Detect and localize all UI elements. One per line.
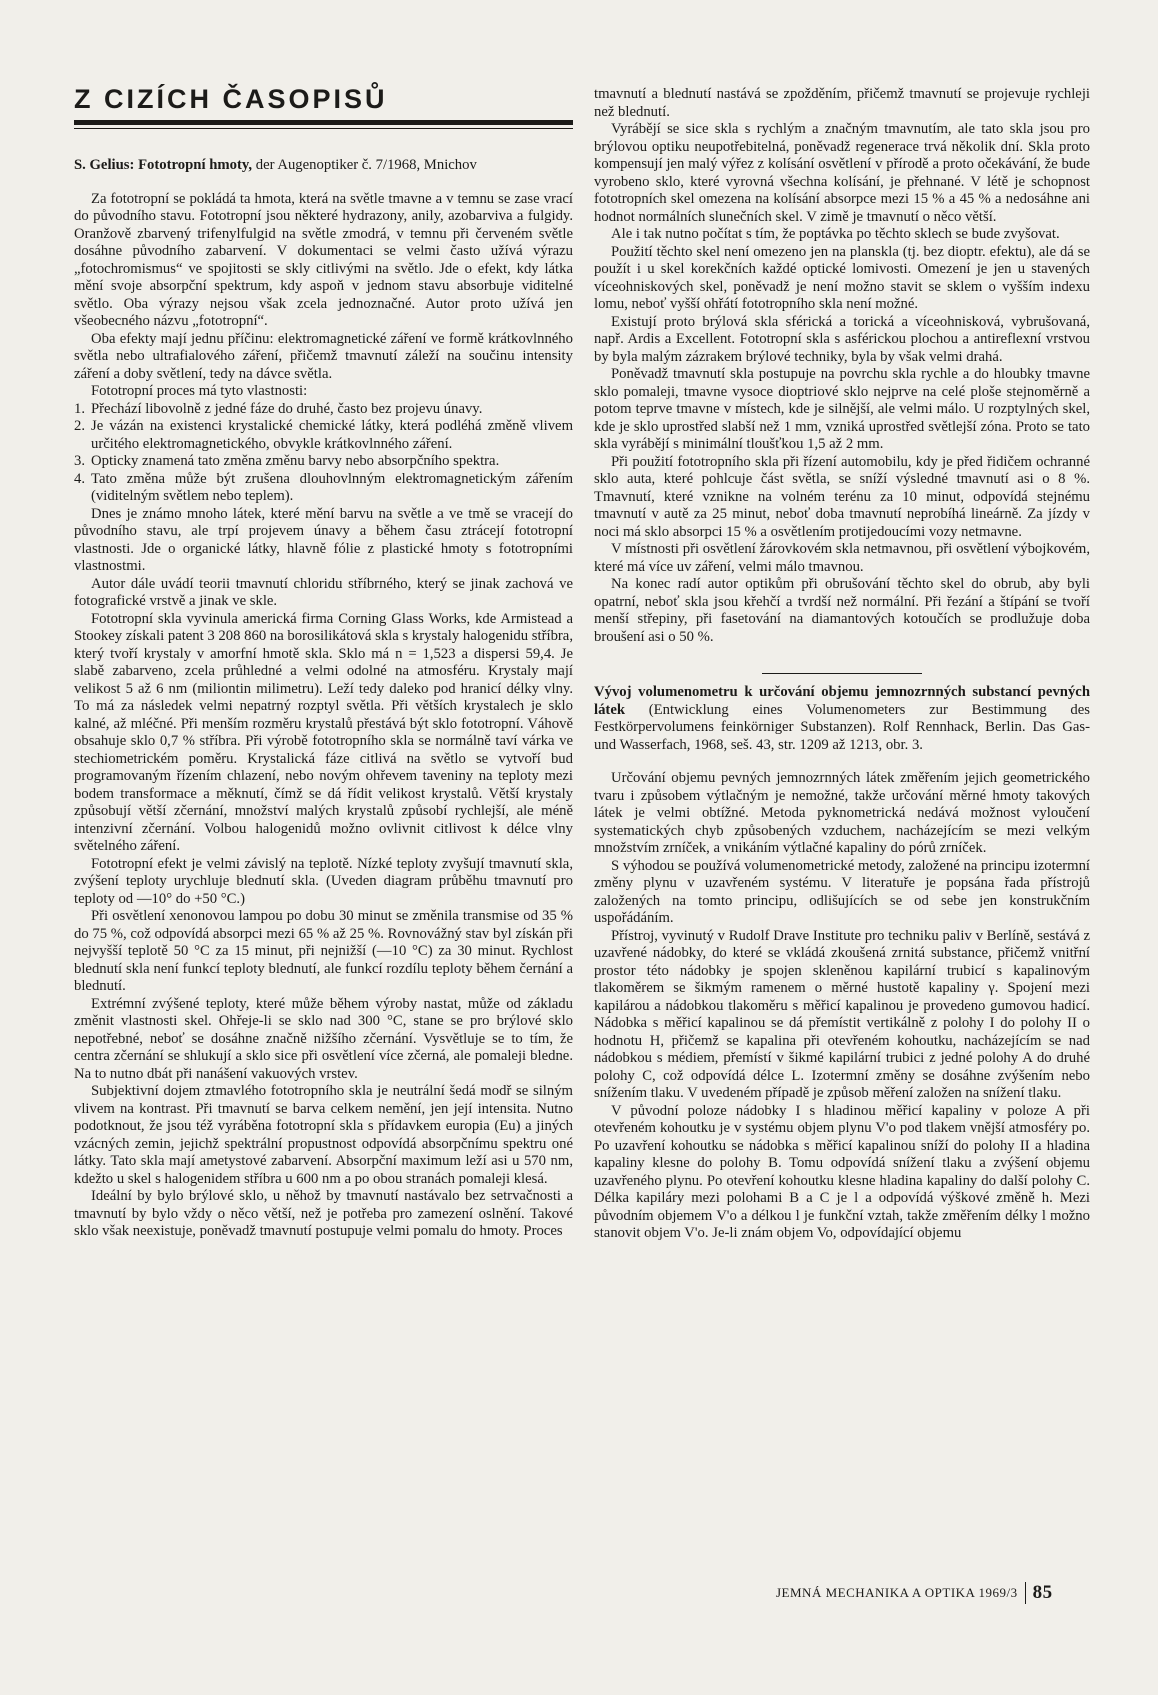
paragraph: Ideální by bylo brýlové sklo, u něhož by tmavnutí nastávalo bez setrvačnosti a tmavnutí by bylo vždy o něco větší, než je potřeba pro zamezení oslnění. Takové sklo však neexistuje, poněvadž tmavnutí postupuje velmi pomalu do hmoty. Proces	[74, 1188, 573, 1239]
article-citation	[594, 684, 1090, 754]
paragraph: Ale i tak nutno počítat s tím, že poptávka po těchto sklech se bude zvyšovat.	[611, 226, 1060, 242]
paragraph: Určování objemu pevných jemnozrnných látek změřením jejich geometrického tvaru i způsobem výtlačným je nemožné, takže určování měrné hmoty takových látek je velmi obtížné. Metoda pyknometrická nedává možnost vyloučení systematických chyb způsobených vzduchem, nacházejícím se mezi velkým množstvím zrníček, a vnikáním výtlačné kapaliny do pórů zrníček.	[594, 770, 1090, 856]
list-text: Tato změna může být zrušena dlouhovlnným elektromagnetickým zářením (viditelným světlem nebo teplem).	[91, 470, 573, 504]
heading-rule-thin	[74, 128, 573, 129]
article-author: S. Gelius:	[74, 157, 135, 173]
article-source: der Augenoptiker č. 7/1968, Mnichov	[255, 157, 477, 173]
paragraph: Na konec radí autor optikům při obrušování těchto skel do obrub, aby byli opatrní, neboť skla jsou křehčí a tvrdší než normální. Při řezání a štípání se tvoří menší střepiny, při fasetování na diamantových kotoučích se prodlužuje doba broušení asi o 50 %.	[594, 576, 1090, 645]
list-item	[74, 453, 573, 471]
paragraph: Oba efekty mají jednu příčinu: elektromagnetické záření ve formě krátkovlnného světla nebo ultrafialového záření, přičemž tmavnutí záleží na součinu intensity záření a doby světlení, tedy na dávce světla.	[74, 330, 573, 382]
article-source: (Entwicklung eines Volumenometers zur Bestimmung des Festkörpervolumens feinkörniger Substanzen). Rolf Rennhack, Berlin. Das Gas- und Wasserfach, 1968, seš. 43, str. 1209 až 1213, obr. 3.	[594, 701, 1091, 753]
article-citation	[74, 157, 573, 175]
article-separator	[762, 673, 922, 674]
paragraph: V původní poloze nádobky I s hladinou měřicí kapaliny v poloze A při otevřeném kohoutku je v systému objem plynu V'o pod tlakem vnější atmosféry po. Po uzavření kohoutku se nádobka s měřicí kapalinou sníží do polohy II a hladina kapaliny klesne do polohy B. Tomu odpovídá snížení tlaku a zvýšení objemu uzavřeného plynu. Po otevření kohoutku klesne hladina kapaliny do další polohy C. Délka kapiláry mezi polohami B a C je l a odpovídá výškové změně h. Mezi původním objemem V'o a délkou l je funkční vztah, takže změřením délky l možno stanovit objem V'o. Je-li znám objem Vo, odpovídající objemu	[594, 1102, 1090, 1241]
paragraph: Dnes je známo mnoho látek, které mění barvu na světle a ve tmě se vracejí do původního stavu, ale trpí projevem únavy a během času ztrácejí fototropní vlastnosti. Jde o organické látky, hlavně fólie z plastické hmoty s fototropními vlastnostmi.	[74, 505, 573, 574]
paragraph: tmavnutí a blednutí nastává se zpožděním, přičemž tmavnutí se projevuje rychleji než blednutí.	[594, 86, 1090, 120]
property-list	[74, 401, 573, 506]
paragraph: Poněvadž tmavnutí skla postupuje na povrchu skla rychle a do hloubky tmavne sklo pomaleji, tmavne vysoce dioptriové sklo nejprve na celé ploše stejnoměrně a potom teprve tmavne v místech, kde je silnější, ale velmi málo. U rozptylných skel, kde je sklo uprostřed slabší než 1 mm, vzniká uprostřed světlejší zóna. Proto se tato skla vyrábějí s minimální tloušťkou 1,5 až 2 mm.	[594, 366, 1090, 452]
paragraph: Vyrábějí se sice skla s rychlým a značným tmavnutím, ale tato skla jsou pro brýlovou optiku neupotřebitelná, poněvadž regenerace trvá několik dní. Skla proto kompensují jen malý výřez z kolísání osvětlení v přírodě a proto očekávání, že bude vyrobeno sklo, které vyrovná všechna kolísání, je přehnané. V létě je schopnost fototropních skel omezena na kolísání absorpce mezi 15 % a 45 % a nedosáhne ani hodnot normálních slunečních skel. V zimě je tmavnutí o něco větší.	[594, 121, 1090, 225]
paragraph: Autor dále uvádí teorii tmavnutí chloridu stříbrného, který se jinak zachová ve fotografické vrstvě a jinak ve skle.	[74, 575, 573, 609]
article-title: Fototropní hmoty,	[138, 157, 253, 173]
journal-name: JEMNÁ MECHANIKA A OPTIKA 1969/3	[776, 1585, 1018, 1600]
page-footer	[776, 1582, 1053, 1604]
list-number: 1.	[74, 400, 86, 417]
list-item	[74, 418, 573, 453]
paragraph: Fototropní skla vyvinula americká firma Corning Glass Works, kde Armistead a Stookey získali patent 3 208 860 na borosilikátová skla s krystaly halogenidu stříbra, který tvoří krystaly v amorfní hmotě skla. Sklo má n = 1,523 a dispersi 59,4. Je slabě zabarveno, zcela průhledné a velmi odolné na atmosféru. Krystaly mají velikost 5 až 6 nm (miliontin milimetru). Leží tedy daleko pod hranicí délky vlny. To má za následek velmi nepatrný rozptyl světla. Při větších krystalech je sklo kalné, až mléčné. Při menším rozměru krystalů přestává být sklo fototropní. Váhově obsahuje sklo 0,7 % stříbra. Při výrobě fototropního skla se normálně taví várka ve stechiometrickém poměru. Krystalická fáze citlivá na světlo se vytvoří bud programovaným řízením chlazení, nebo novým ohřevem taveniny na teploty mezi bodem transformace a měknutí, čímž se dá řídit velikost krystalů. Větší krystaly způsobují větší zčernání, množství malých krystalů způsobí rychlejší, ale méně intenzivní zčernání. Volbou halogenidů možno ovlivnit citlivost k délce vlny světelného záření.	[74, 610, 573, 854]
footer-divider	[1025, 1582, 1026, 1604]
paragraph: S výhodou se používá volumenometrické metody, založené na principu izotermní změny plynu v uzavřeném systému. V literatuře je popsána řada přístrojů založených na tomto principu, odlišujících se od sebe jen konstrukčním uspořádáním.	[594, 857, 1090, 926]
paragraph: Subjektivní dojem ztmavlého fototropního skla je neutrální šedá modř se silným vlivem na kontrast. Při tmavnutí se barva celkem nemění, jen její intensita. Nutno podotknout, že jsou též vyráběna fototropní skla s přídavkem europia (Eu) a jiných vzácných zemin, jejichž spektrální propustnost odpovídá absorpčnímu spektru oné látky. Tato skla mají ametystové zabarvení. Absorpční maximum leží asi u 570 nm, kdežto u skel s halogenidem stříbra u 600 nm a po obou stranách pomaleji klesá.	[74, 1083, 573, 1187]
list-number: 2.	[74, 418, 86, 434]
list-text: Je vázán na existenci krystalické chemické látky, která podléhá změně vlivem určitého elektromagnetického, obvykle krátkovlnného záření.	[91, 418, 573, 452]
paragraph: Za fototropní se pokládá ta hmota, která na světle tmavne a v temnu se zase vrací do původního stavu. Fototropní jsou některé hydrazony, anily, azobarviva a fulgidy. Oranžově zbarvený trifenylfulgid na světle zmodrá, v temnu při červeném světle dosáhne původního zabarvení. V dokumentaci se velmi často užívá výrazu „fotochromismus“ ve spojitosti se skly citlivými na světlo. Jde o efekt, kdy látka mění svoje absorpční spektrum, kdy aspoň v jednom stavu absorbuje viditelné světlo. Oba výrazy nejsou však zcela jednoznačné. Autor proto užívá jen všeobecného názvu „fototropní“.	[74, 190, 573, 329]
paragraph: Existují proto brýlová skla sférická a torická a víceohnisková, vybrušovaná, např. Ardis a Excellent. Fototropní skla s asférickou plochou a antireflexní vrstvou by byla malým zázrakem brýlové techniky, byla by však velmi drahá.	[594, 313, 1090, 365]
paragraph: Fototropní proces má tyto vlastnosti:	[91, 383, 308, 399]
paragraph: Extrémní zvýšené teploty, které může během výroby nastat, může od základu změnit vlastnosti skel. Ohřeje-li se sklo nad 300 °C, stane se pro brýlové sklo nepotřebné, neboť se dosáhne značně nižšího zčernání. Vysvětluje se to tím, že centra zčernání se shlukují a sklo sice při osvětlení více zčerná, ale pomaleji bledne. Na to nutno dbát při nanášení vakuových vrstev.	[74, 995, 573, 1082]
paragraph: Použití těchto skel není omezeno jen na planskla (tj. bez dioptr. efektu), ale dá se použít i u skel korekčních každé optické lomivosti. Omezení je jen u stavených víceohniskových skel, poněvadž je není možno stavit se sklem o vyšším indexu lomu, neboť vyšší ohřátí fototropního skla není možné.	[594, 243, 1090, 312]
list-number: 3.	[74, 453, 86, 469]
list-number: 4.	[74, 470, 86, 487]
list-item	[74, 401, 573, 419]
paragraph: Při použití fototropního skla při řízení automobilu, kdy je před řidičem ochranné sklo auta, které pohlcuje část světla, se sníží výsledné tmavnutí asi o 8 %. Tmavnutí, které vznikne na volném terénu za 10 minut, odpovídá stejnému tmavnutí v autě za 25 minut, neboť doba tmavnutí neprobíhá lineárně. Za jízdy v noci má sklo absorpci 15 % a osvětlením protijedoucími vozy netmavne.	[594, 453, 1090, 540]
paragraph: Při osvětlení xenonovou lampou po dobu 30 minut se změnila transmise od 35 % do 75 %, což odpovídá absorpci mezi 65 % až 25 %. Rovnovážný stav byl získán při nejvyšší teplotě 50 °C za 15 minut, při nejnižší (—10 °C) za 30 minut. Rychlost blednutí skla není funkcí teploty blednutí, ale funkcí rozdílu teploty během černání a blednutí.	[74, 908, 573, 994]
list-item	[74, 471, 573, 506]
left-column	[74, 82, 573, 1241]
page-number: 85	[1032, 1582, 1053, 1603]
paragraph: Fototropní efekt je velmi závislý na teplotě. Nízké teploty zvyšují tmavnutí skla, zvýšení teploty urychluje blednutí skla. (Uveden diagram průběhu tmavnutí pro teploty od —10° do +50 °C.)	[74, 855, 573, 907]
list-text: Opticky znamená tato změna změnu barvy nebo absorpčního spektra.	[91, 453, 500, 469]
right-column	[594, 86, 1090, 1243]
paragraph: V místnosti při osvětlení žárovkovém skla netmavnou, při osvětlení výbojkovém, které má více uv záření, velmi málo tmavnou.	[594, 541, 1090, 575]
paragraph: Přístroj, vyvinutý v Rudolf Drave Institute pro techniku paliv v Berlíně, sestává z uzavřené nádobky, do které se vkládá zkoušená zrnitá substance, přičemž vnitřní prostor této nádobky je spojen skleněnou kapilární trubicí s kapalinovým tlakoměrem se šikmým ramenem o měrné hustotě kapaliny γ. Spojení mezi kapilárou a nádobkou tlakoměru s měřicí kapalinou je provedeno gumovou hadicí. Nádobka s měřicí kapalinou se dá přemístit vertikálně z polohy I do polohy II o hodnotu H, přičemž se kapalina při otevřeném kohoutku, nacházejícím se nad nádobkou s médiem, přemístí v šikmé kapilární trubici z jedné polohy A do druhé polohy C, což odpovídá délce L. Izotermní změny se dosáhne zvýšením nebo snížením tlaku. V uvedeném případě je způsob měření založen na snížení tlaku.	[594, 927, 1090, 1101]
article-title: Vývoj volumenometru k určování objemu jemnozrnných substancí pevných látek	[594, 684, 1090, 718]
section-heading: Z CIZÍCH ČASOPISŮ	[74, 84, 388, 114]
list-text: Přechází libovolně z jedné fáze do druhé, často bez projevu únavy.	[91, 400, 483, 417]
heading-rule	[74, 120, 573, 125]
